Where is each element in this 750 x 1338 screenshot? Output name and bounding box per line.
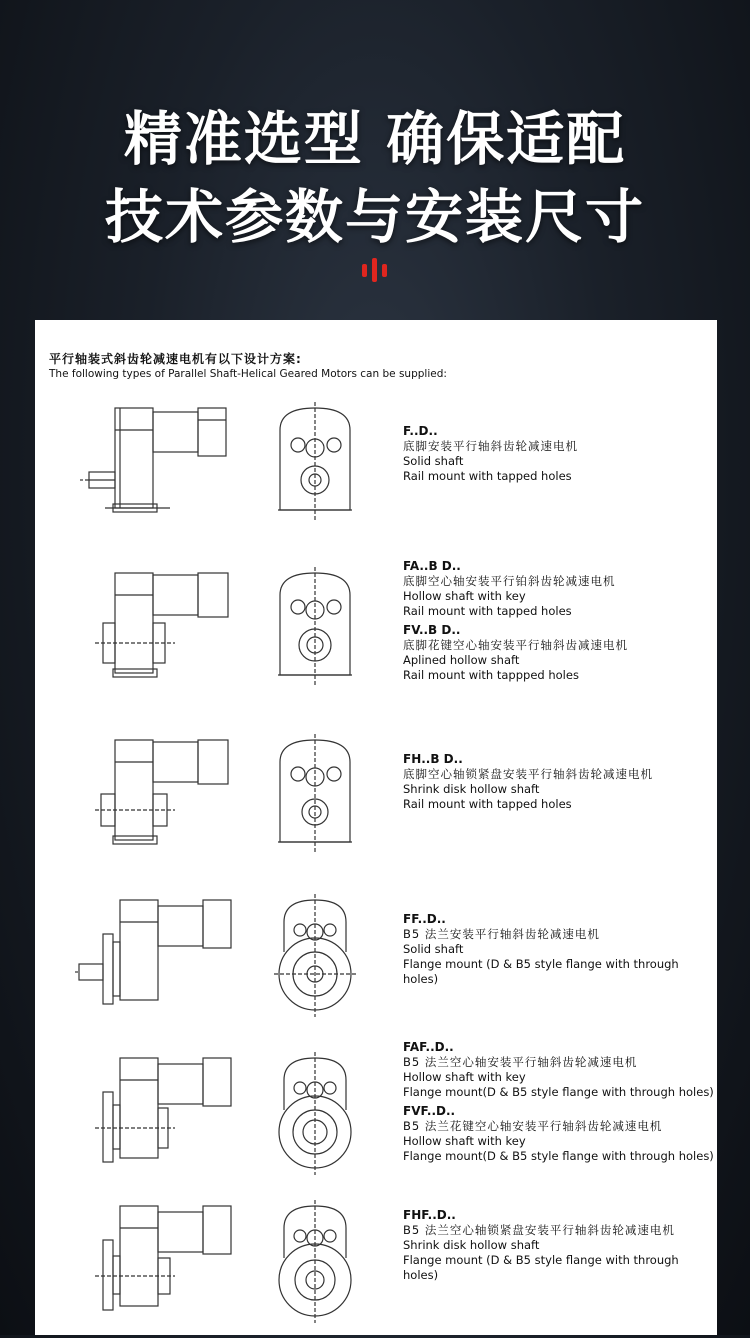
side-view-drawing <box>75 400 265 530</box>
type-code: F..D.. <box>403 424 438 438</box>
type-code: FA..B D.. <box>403 559 461 573</box>
type-row-f <box>35 400 717 540</box>
type-label-fvf <box>403 1104 714 1164</box>
type-detail: Shrink disk hollow shaft <box>403 782 540 796</box>
type-name-zh: B5 法兰空心轴安装平行轴斜齿轮减速电机 <box>403 1055 638 1069</box>
type-row-ff <box>35 892 717 1032</box>
type-name-zh: B5 法兰安装平行轴斜齿轮减速电机 <box>403 927 600 941</box>
intro-english: The following types of Parallel Shaft-Helical Geared Motors can be supplied: <box>49 368 447 380</box>
type-label-ff <box>403 912 717 987</box>
type-code: FH..B D.. <box>403 752 463 766</box>
type-detail: Rail mount with tapped holes <box>403 469 572 483</box>
type-detail: Hollow shaft with key <box>403 1070 526 1084</box>
type-label-fv <box>403 623 628 683</box>
intro-chinese: 平行轴装式斜齿轮减速电机有以下设计方案: <box>49 352 302 366</box>
type-code: FHF..D.. <box>403 1208 456 1222</box>
front-view-drawing <box>270 732 360 862</box>
side-view-drawing <box>75 892 265 1022</box>
type-detail: Hollow shaft with key <box>403 1134 526 1148</box>
side-view-drawing <box>75 565 265 695</box>
type-name-zh: B5 法兰花键空心轴安装平行轴斜齿轮减速电机 <box>403 1119 663 1133</box>
type-detail: Rail mount with tappped holes <box>403 668 579 682</box>
type-detail: Flange mount(D & B5 style flange with through holes) <box>403 1085 714 1099</box>
type-detail: Hollow shaft with key <box>403 589 526 603</box>
type-row-fa-fv <box>35 559 717 705</box>
type-name-zh: B5 法兰空心轴锁紧盘安装平行轴斜齿轮减速电机 <box>403 1223 675 1237</box>
front-view-drawing <box>270 1050 360 1180</box>
type-row-fhf <box>35 1198 717 1338</box>
type-label-fhf <box>403 1208 717 1283</box>
front-view-drawing <box>270 565 360 695</box>
type-label-fa <box>403 559 616 619</box>
type-detail: Flange mount (D & B5 style flange with through holes) <box>403 957 679 986</box>
type-name-zh: 底脚花键空心轴安装平行轴斜齿减速电机 <box>403 638 628 652</box>
type-detail: Flange mount(D & B5 style flange with through holes) <box>403 1149 714 1163</box>
type-detail: Solid shaft <box>403 454 464 468</box>
type-label-fh <box>403 752 653 812</box>
accent-bars-icon <box>360 258 390 282</box>
hero-banner <box>0 0 750 320</box>
type-code: FVF..D.. <box>403 1104 456 1118</box>
front-view-drawing <box>270 892 360 1022</box>
front-view-drawing <box>270 1198 360 1328</box>
hero-title-line-1: 精准选型 确保适配 <box>123 105 627 173</box>
spec-panel <box>35 320 717 1335</box>
type-label-f <box>403 424 578 484</box>
type-detail: Solid shaft <box>403 942 464 956</box>
type-row-faf-fvf <box>35 1040 717 1190</box>
type-detail: Shrink disk hollow shaft <box>403 1238 540 1252</box>
type-row-fh <box>35 732 717 872</box>
type-code: FV..B D.. <box>403 623 461 637</box>
type-code: FAF..D.. <box>403 1040 454 1054</box>
type-name-zh: 底脚安装平行轴斜齿轮减速电机 <box>403 439 578 453</box>
side-view-drawing <box>75 1198 265 1328</box>
side-view-drawing <box>75 732 265 862</box>
hero-title-line-2: 技术参数与安装尺寸 <box>104 183 645 251</box>
type-name-zh: 底脚空心轴锁紧盘安装平行轴斜齿轮减速电机 <box>403 767 653 781</box>
type-detail: Flange mount (D & B5 style flange with through holes) <box>403 1253 679 1282</box>
type-detail: Aplined hollow shaft <box>403 653 520 667</box>
type-detail: Rail mount with tapped holes <box>403 604 572 618</box>
type-name-zh: 底脚空心轴安装平行铂斜齿轮减速电机 <box>403 574 616 588</box>
type-detail: Rail mount with tapped holes <box>403 797 572 811</box>
type-label-faf <box>403 1040 714 1100</box>
side-view-drawing <box>75 1050 265 1180</box>
front-view-drawing <box>270 400 360 530</box>
type-code: FF..D.. <box>403 912 446 926</box>
